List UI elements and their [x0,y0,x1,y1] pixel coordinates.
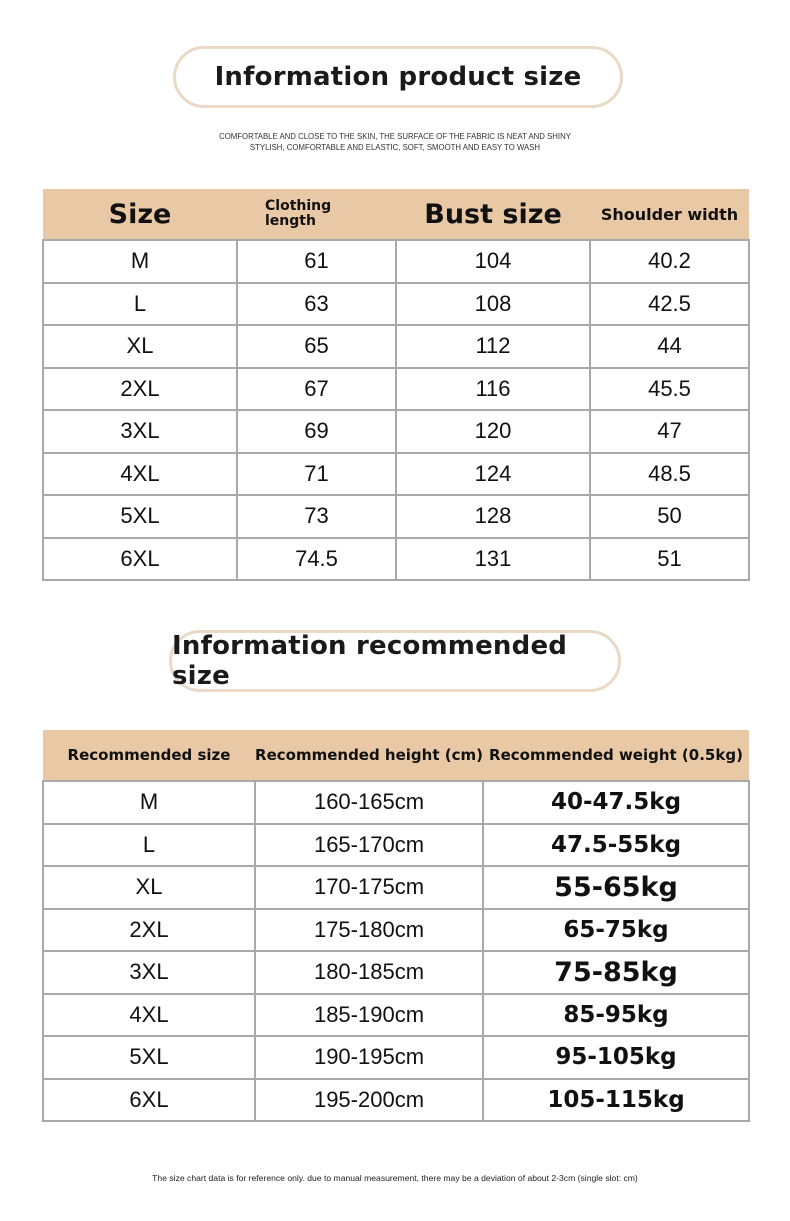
header-recommended-size: Recommended size [43,730,255,781]
disclaimer-footnote: The size chart data is for reference only. due to manual measurement, there may be a deviation of about 2-3cm (single slot: cm) [152,1173,638,1183]
table-row [43,283,749,326]
cell-weight: 85-95kg [483,994,749,1037]
cell-length: 74.5 [237,538,396,581]
cell-shoulder: 48.5 [590,453,749,496]
cell-size: 4XL [43,994,255,1037]
table-row [43,240,749,283]
table-row [43,866,749,909]
table-row [43,951,749,994]
cell-length: 61 [237,240,396,283]
product-size-table [42,189,750,581]
cell-length: 65 [237,325,396,368]
header-recommended-height: Recommended height (cm) [255,730,483,781]
table-row [43,495,749,538]
cell-weight: 105-115kg [483,1079,749,1122]
cell-size: 2XL [43,909,255,952]
table-row [43,453,749,496]
cell-size: 6XL [43,538,237,581]
product-size-title: Information product size [173,46,623,108]
table-row [43,781,749,824]
cell-bust: 124 [396,453,590,496]
cell-bust: 104 [396,240,590,283]
cell-shoulder: 42.5 [590,283,749,326]
header-recommended-weight: Recommended weight (0.5kg) [483,730,749,781]
cell-size: L [43,283,237,326]
cell-bust: 116 [396,368,590,411]
recommended-size-title: Information recommended size [169,630,621,692]
cell-size: 3XL [43,410,237,453]
cell-size: L [43,824,255,867]
cell-height: 160-165cm [255,781,483,824]
cell-weight: 65-75kg [483,909,749,952]
table-row [43,325,749,368]
table-row [43,410,749,453]
fabric-description-line-2: STYLISH, COMFORTABLE AND ELASTIC, SOFT, SMOOTH AND EASY TO WASH [249,143,541,152]
cell-shoulder: 51 [590,538,749,581]
cell-shoulder: 44 [590,325,749,368]
cell-height: 185-190cm [255,994,483,1037]
header-bust-size: Bust size [396,189,590,240]
table-row [43,1079,749,1122]
cell-size: XL [43,866,255,909]
cell-height: 165-170cm [255,824,483,867]
cell-shoulder: 45.5 [590,368,749,411]
table-row [43,1036,749,1079]
cell-size: 2XL [43,368,237,411]
cell-height: 190-195cm [255,1036,483,1079]
cell-height: 180-185cm [255,951,483,994]
cell-height: 175-180cm [255,909,483,952]
cell-length: 69 [237,410,396,453]
header-clothing-length [237,189,396,240]
cell-size: M [43,240,237,283]
header-clothing-length-line-1: Clothing [265,198,332,214]
cell-size: 3XL [43,951,255,994]
cell-height: 195-200cm [255,1079,483,1122]
cell-size: 5XL [43,1036,255,1079]
table-row [43,824,749,867]
table-header-row [43,189,749,240]
table-row [43,909,749,952]
cell-bust: 108 [396,283,590,326]
cell-size: XL [43,325,237,368]
recommended-size-table [42,730,750,1122]
cell-size: 6XL [43,1079,255,1122]
fabric-description [0,131,790,153]
header-size: Size [43,189,237,240]
table-header-row [43,730,749,781]
cell-bust: 131 [396,538,590,581]
cell-size: M [43,781,255,824]
cell-size: 5XL [43,495,237,538]
table-row [43,368,749,411]
cell-length: 63 [237,283,396,326]
header-clothing-length-line-2: length [265,213,316,229]
header-shoulder-width: Shoulder width [590,189,749,240]
fabric-description-line-1: COMFORTABLE AND CLOSE TO THE SKIN, THE SURFACE OF THE FABRIC IS NEAT AND SHINY [219,132,571,141]
cell-bust: 112 [396,325,590,368]
table-row [43,538,749,581]
cell-weight: 47.5-55kg [483,824,749,867]
cell-weight: 95-105kg [483,1036,749,1079]
table-row [43,994,749,1037]
cell-weight: 75-85kg [483,951,749,994]
cell-shoulder: 50 [590,495,749,538]
cell-weight: 40-47.5kg [483,781,749,824]
cell-height: 170-175cm [255,866,483,909]
cell-bust: 128 [396,495,590,538]
cell-weight: 55-65kg [483,866,749,909]
cell-shoulder: 47 [590,410,749,453]
cell-length: 67 [237,368,396,411]
cell-length: 73 [237,495,396,538]
cell-size: 4XL [43,453,237,496]
cell-length: 71 [237,453,396,496]
cell-bust: 120 [396,410,590,453]
cell-shoulder: 40.2 [590,240,749,283]
